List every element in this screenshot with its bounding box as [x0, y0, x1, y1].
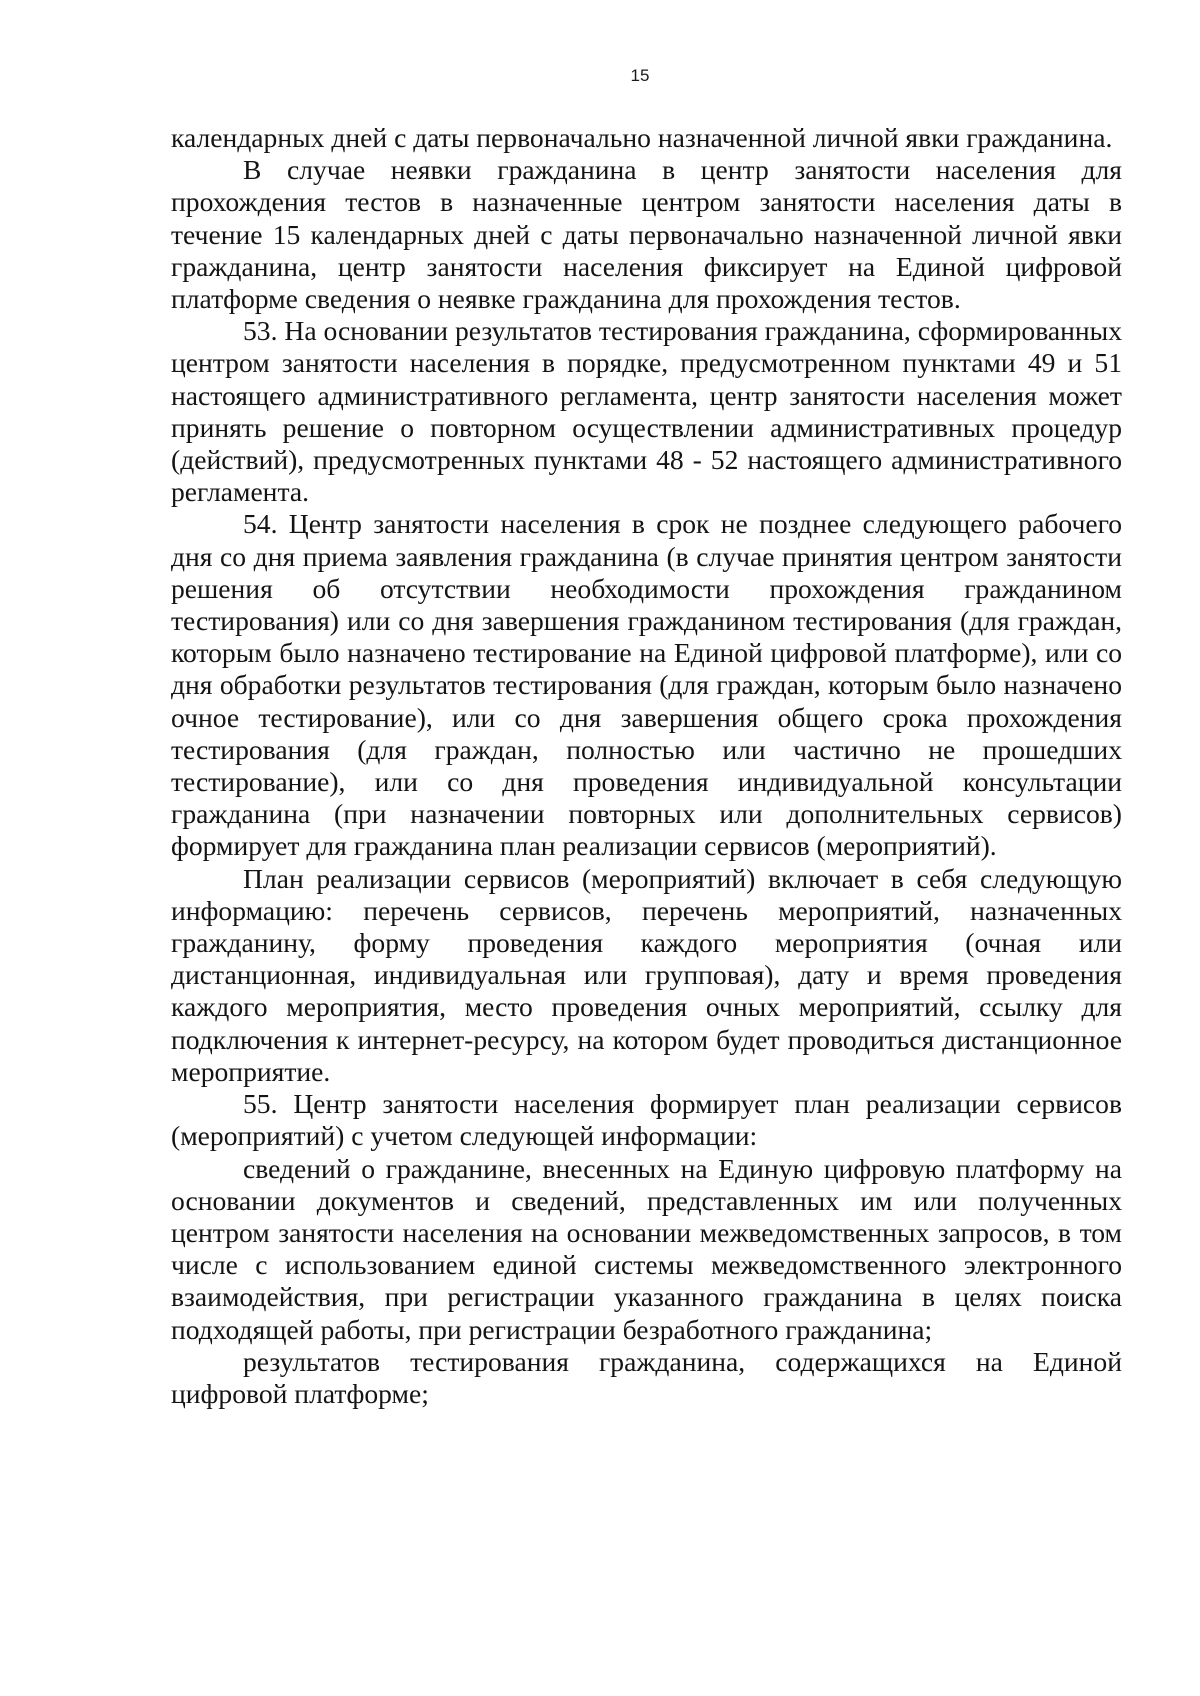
- paragraph-absence-of-citizen: В случае неявки гражданина в центр занятости населения для прохождения тестов в назначенные центром занятости населения даты в течение 15 календарных дней с даты первоначально назначенной личной явки гражданина, центр занятости населения фиксирует на Единой цифровой платформе сведения о неявке гражданина для прохождения тестов.: [171, 154, 1122, 315]
- paragraph-citizen-information: сведений о гражданине, внесенных на Единую цифровую платформу на основании документов и сведений, представленных им или полученных центром занятости населения на основании межведомственных запросов, в том числе с использованием единой системы межведомственного электронного взаимодействия, при регистрации указанного гражданина в целях поиска подходящей работы, при регистрации безработного гражданина;: [171, 1152, 1122, 1345]
- page-number: 15: [630, 66, 650, 85]
- paragraph-item-53: 53. На основании результатов тестирования гражданина, сформированных центром занятости населения в порядке, предусмотренном пунктами 49 и 51 настоящего административного регламента, центр занятости населения может принять решение о повторном осуществлении административных процедур (действий), предусмотренных пунктами 48 - 52 настоящего административного регламента.: [171, 315, 1122, 508]
- paragraph-service-plan-contents: План реализации сервисов (мероприятий) включает в себя следующую информацию: перечень сервисов, перечень мероприятий, назначенных гражданину, форму проведения каждого мероприятия (очная или дистанционная, индивидуальная или групповая), дату и время проведения каждого мероприятия, место проведения очных мероприятий, ссылку для подключения к интернет-ресурсу, на котором будет проводиться дистанционное мероприятие.: [171, 862, 1122, 1087]
- paragraph-item-55: 55. Центр занятости населения формирует план реализации сервисов (мероприятий) с учетом следующей информации:: [171, 1088, 1122, 1152]
- document-body: [171, 122, 1122, 1410]
- paragraph-testing-results: результатов тестирования гражданина, содержащихся на Единой цифровой платформе;: [171, 1345, 1122, 1409]
- paragraph-item-54: 54. Центр занятости населения в срок не позднее следующего рабочего дня со дня приема заявления гражданина (в случае принятия центром занятости решения об отсутствии необходимости прохождения гражданином тестирования) или со дня завершения гражданином тестирования (для граждан, которым было назначено тестирование на Единой цифровой платформе), или со дня обработки результатов тестирования (для граждан, которым было назначено очное тестирование), или со дня завершения общего срока прохождения тестирования (для граждан, полностью или частично не прошедших тестирование), или со дня проведения индивидуальной консультации гражданина (при назначении повторных или дополнительных сервисов) формирует для гражданина план реализации сервисов (мероприятий).: [171, 508, 1122, 862]
- paragraph-continuation: календарных дней с даты первоначально назначенной личной явки гражданина.: [171, 122, 1113, 153]
